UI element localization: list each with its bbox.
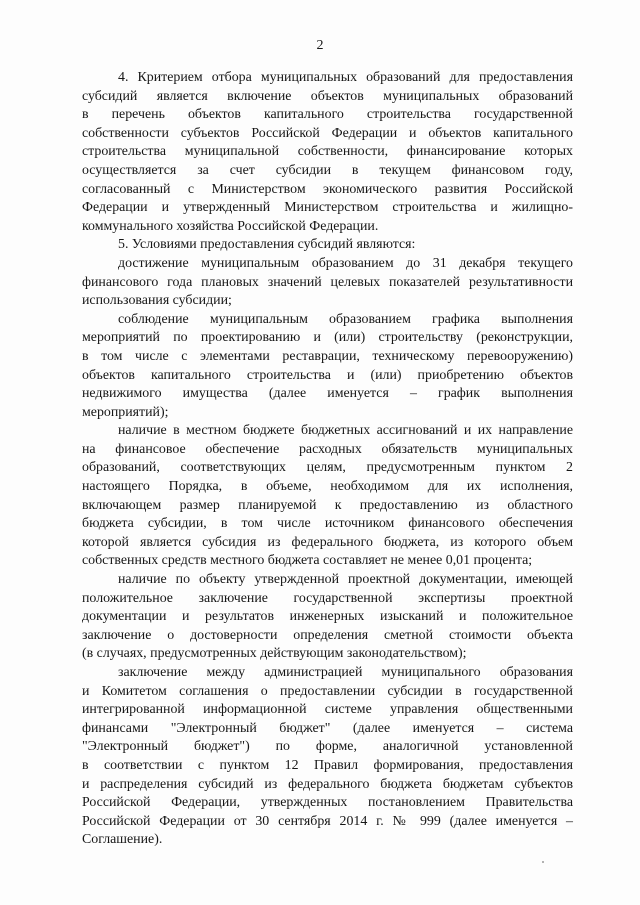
text-line: достижение муниципальным образованием до 31 декабря текущего (118, 255, 573, 271)
text-line: бюджета субсидии, в том числе источником финансового обеспечения (82, 516, 573, 532)
text-line: (в случаях, предусмотренных действующим законодательством); (82, 646, 467, 662)
paragraph-5-conditions-heading (82, 236, 573, 255)
scan-speck (542, 861, 544, 863)
text-line: "Электронный бюджет") по форме, аналогичной установленной (82, 739, 573, 755)
text-line: 4. Критерием отбора муниципальных образований для предоставления (118, 70, 573, 85)
text-line: заключение между администрацией муниципального образования (118, 665, 573, 680)
text-line: недвижимого имущества (далее именуется – график выполнения (82, 386, 573, 402)
text-line: образований, соответствующих целям, предусмотренным пунктом 2 (82, 460, 573, 476)
text-line: согласованный с Министерством экономического развития Российской (82, 181, 573, 197)
text-line: мероприятий); (82, 404, 169, 420)
text-line: финансового года плановых значений целевых показателей результативности (82, 274, 573, 290)
text-line: включающем размер планируемой к предоставлению из областного (82, 497, 573, 513)
text-line: настоящего Порядка, в объеме, необходимом для их исполнения, (82, 479, 573, 495)
paragraph-5-condition-agreement (82, 664, 573, 850)
text-line: соблюдение муниципальным образованием графика выполнения (118, 311, 573, 327)
text-line: положительное заключение государственной экспертизы проектной (82, 590, 573, 606)
text-line: в перечень объектов капитального строительства государственной (82, 107, 573, 123)
text-line: 5. Условиями предоставления субсидий являются: (118, 237, 416, 253)
paragraph-4-selection-criterion (82, 69, 573, 236)
text-line: которой является субсидия из федерального бюджета, из которого объем (82, 534, 573, 550)
text-line: и распределения субсидий из федерального бюджета бюджетам субъектов (82, 776, 573, 792)
text-line: в том числе с элементами реставрации, техническому перевооружению) (82, 348, 573, 364)
text-line: заключение о достоверности определения сметной стоимости объекта (82, 627, 573, 643)
text-line: коммунального хозяйства Российской Федерации. (82, 218, 379, 234)
text-line: строительства муниципальной собственности, финансирование которых (82, 144, 573, 160)
text-line: объектов капитального строительства и (или) приобретению объектов (82, 367, 573, 383)
text-line: осуществляется за счет субсидии в текущем финансовом году, (82, 162, 573, 178)
document-body (82, 69, 573, 850)
text-line: в соответствии с пунктом 12 Правил формирования, предоставления (82, 757, 573, 773)
paragraph-5-condition-targets (82, 255, 573, 311)
paragraph-5-condition-budget (82, 422, 573, 571)
text-line: финансами "Электронный бюджет" (далее именуется – система (82, 720, 573, 736)
text-line: использования субсидии; (82, 293, 232, 309)
text-line: мероприятий по проектированию и (или) строительству (реконструкции, (82, 330, 573, 346)
text-line: Соглашение). (82, 832, 163, 848)
text-line: документации и результатов инженерных изысканий и положительное (82, 609, 573, 625)
text-line: субсидий является включение объектов муниципальных образований (82, 88, 573, 104)
paragraph-5-condition-design-docs (82, 571, 573, 664)
text-line: наличие по объекту утвержденной проектной документации, имеющей (118, 572, 573, 588)
text-line: Российской Федерации, утвержденных постановлением Правительства (82, 795, 573, 811)
paragraph-5-condition-schedule (82, 311, 573, 423)
text-line: Российской Федерации от 30 сентября 2014 г. № 999 (далее именуется – (82, 813, 573, 829)
text-line: собственности субъектов Российской Федерации и объектов капитального (82, 125, 573, 141)
text-line: интегрированной информационной системе управления общественными (82, 702, 573, 718)
page-number: 2 (316, 38, 324, 53)
text-line: и Комитетом соглашения о предоставлении субсидии в государственной (82, 683, 573, 699)
text-line: наличие в местном бюджете бюджетных ассигнований и их направление (118, 423, 573, 439)
text-line: собственных средств местного бюджета составляет не менее 0,01 процента; (82, 553, 533, 569)
text-line: на финансовое обеспечение расходных обязательств муниципальных (82, 441, 573, 457)
text-line: Федерации и утвержденный Министерством строительства и жилищно- (82, 200, 573, 216)
